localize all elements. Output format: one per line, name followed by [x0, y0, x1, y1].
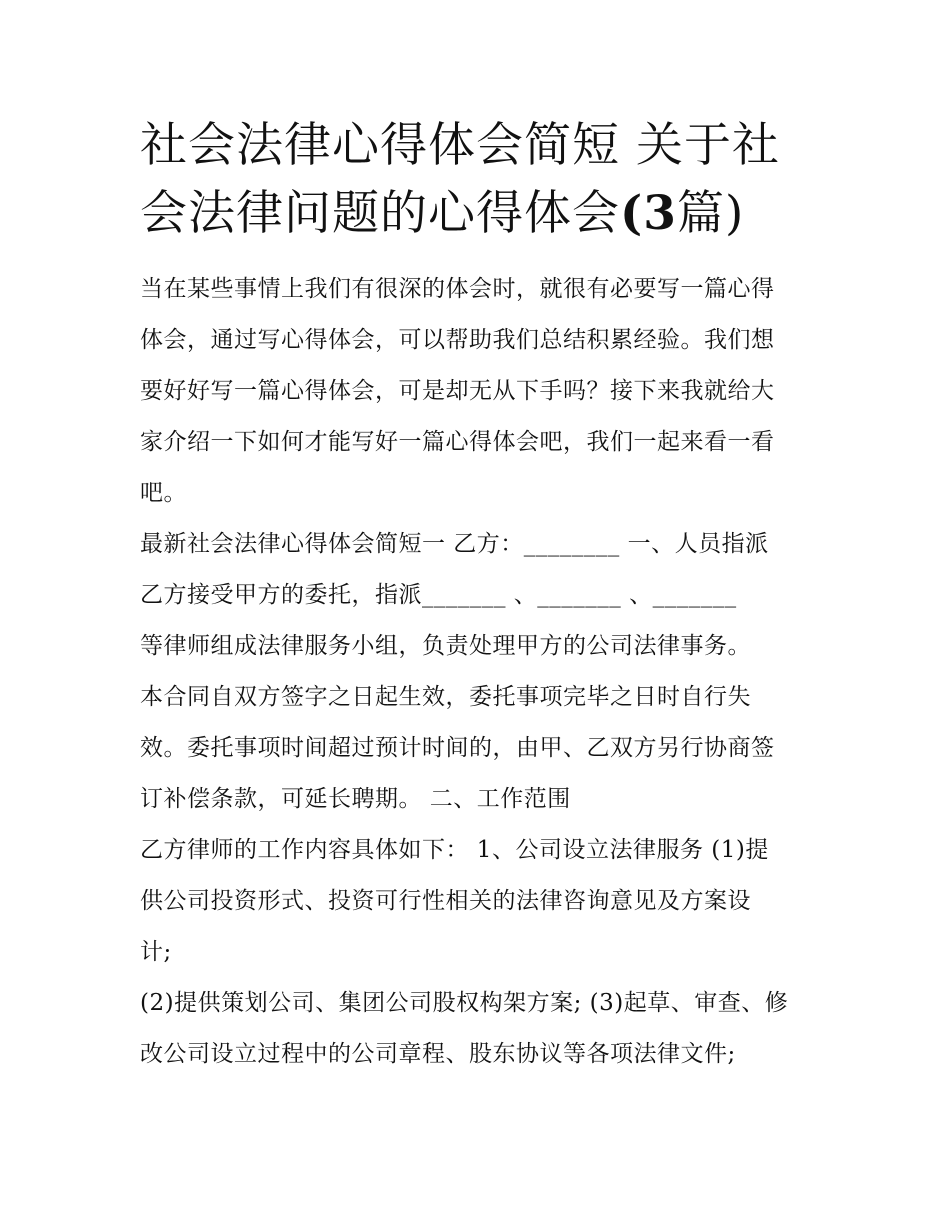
body-line: 家介绍一下如何才能写好一篇心得体会吧，我们一起来看一看	[140, 429, 775, 455]
title-line-1: 社会法律心得体会简短 关于社	[140, 118, 780, 173]
body-line: 效。委托事项时间超过预计时间的，由甲、乙双方另行协商签	[140, 735, 775, 761]
body-line: 乙方律师的工作内容具体如下： 1、公司设立法律服务 (1)提	[140, 837, 769, 863]
document-page	[140, 112, 820, 1080]
body-line: 要好好写一篇心得体会，可是却无从下手吗？接下来我就给大	[140, 378, 775, 404]
title-line-2-text: 会法律问题的心得体会	[140, 186, 620, 241]
body-line: 计;	[140, 939, 172, 965]
body-line: 本合同自双方签字之日起生效，委托事项完毕之日时自行失	[140, 684, 751, 710]
document-title	[140, 112, 820, 248]
title-line-2-end: 篇)	[676, 186, 745, 241]
title-line-2-count: (3	[620, 186, 677, 241]
body-line: 改公司设立过程中的公司章程、股东协议等各项法律文件;	[140, 1041, 736, 1067]
body-line: 供公司投资形式、投资可行性相关的法律咨询意见及方案设	[140, 888, 751, 914]
document-body	[140, 264, 820, 1080]
body-line: 吧。	[140, 480, 187, 506]
body-line: (2)提供策划公司、集团公司股权构架方案; (3)起草、审查、修	[140, 990, 789, 1016]
body-line: 乙方接受甲方的委托，指派_______ 、_______ 、_______	[140, 582, 737, 608]
body-line: 当在某些事情上我们有很深的体会时，就很有必要写一篇心得	[140, 276, 775, 302]
body-line: 等律师组成法律服务小组，负责处理甲方的公司法律事务。	[140, 633, 751, 659]
body-line: 订补偿条款，可延长聘期。 二、工作范围	[140, 786, 571, 812]
body-line: 体会，通过写心得体会，可以帮助我们总结积累经验。我们想	[140, 327, 775, 353]
body-line: 最新社会法律心得体会简短一 乙方：________ 一、人员指派	[140, 531, 769, 557]
